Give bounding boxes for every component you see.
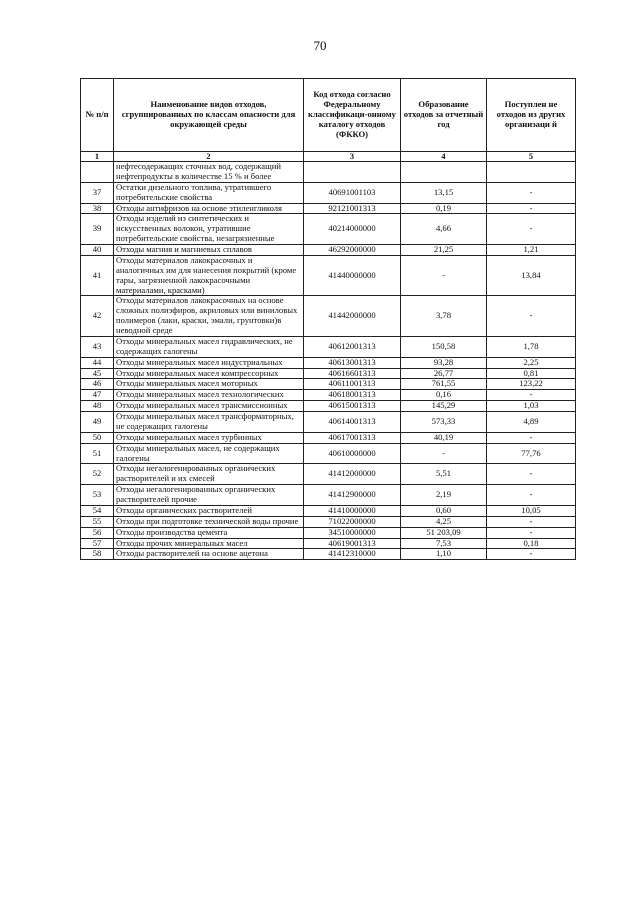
table-row [81, 357, 576, 368]
table-row [81, 412, 576, 433]
header-code: Код отхода согласно Федеральному классификаци-онному каталогу отходов (ФККО) [304, 79, 401, 152]
row-number: 37 [81, 182, 114, 203]
table-row [81, 401, 576, 412]
received-amount: 1,21 [487, 245, 576, 256]
waste-name: Отходы материалов лакокрасочных и аналогичных им для нанесения покрытий (кроме тары, загрязненной лакокрасочными материалами, красками) [114, 255, 304, 296]
row-number: 57 [81, 538, 114, 549]
generated-amount: 150,58 [401, 336, 487, 357]
row-number: 58 [81, 549, 114, 560]
generated-amount: 1,10 [401, 549, 487, 560]
fkko-code: 40214000000 [304, 214, 401, 245]
waste-name: Отходы минеральных масел трансформаторных, не содержащих галогены [114, 412, 304, 433]
table-row [81, 336, 576, 357]
fkko-code: 41440000000 [304, 255, 401, 296]
received-amount: 77,76 [487, 443, 576, 464]
generated-amount: 4,66 [401, 214, 487, 245]
waste-name: Отходы негалогенированных органических растворителей и их смесей [114, 464, 304, 485]
fkko-code: 40691001103 [304, 182, 401, 203]
row-number: 52 [81, 464, 114, 485]
header-name: Наименование видов отходов, сгруппированных по классам опасности для окружающей среды [114, 79, 304, 152]
generated-amount: 51 203,09 [401, 527, 487, 538]
table-row [81, 432, 576, 443]
fkko-code: 40617001313 [304, 432, 401, 443]
received-amount: 2,25 [487, 357, 576, 368]
generated-amount: 0,60 [401, 505, 487, 516]
waste-name: Остатки дизельного топлива, утратившего потребительские свойства [114, 182, 304, 203]
generated-amount [401, 162, 487, 183]
generated-amount: 13,15 [401, 182, 487, 203]
waste-name: Отходы органических растворителей [114, 505, 304, 516]
row-number: 39 [81, 214, 114, 245]
fkko-code: 41412900000 [304, 485, 401, 506]
table-row [81, 464, 576, 485]
fkko-code: 46292000000 [304, 245, 401, 256]
generated-amount: - [401, 443, 487, 464]
received-amount: - [487, 516, 576, 527]
table-row [81, 538, 576, 549]
received-amount: - [487, 214, 576, 245]
generated-amount: 93,28 [401, 357, 487, 368]
fkko-code: 40618001313 [304, 390, 401, 401]
row-number: 40 [81, 245, 114, 256]
fkko-code: 40612001313 [304, 336, 401, 357]
received-amount: - [487, 296, 576, 337]
generated-amount: 7,53 [401, 538, 487, 549]
row-number: 48 [81, 401, 114, 412]
fkko-code: 40615001313 [304, 401, 401, 412]
waste-name: Отходы минеральных масел трансмиссионных [114, 401, 304, 412]
generated-amount: 3,78 [401, 296, 487, 337]
generated-amount: 2,19 [401, 485, 487, 506]
received-amount [487, 162, 576, 183]
fkko-code: 34510000000 [304, 527, 401, 538]
generated-amount: 21,25 [401, 245, 487, 256]
waste-name: Отходы минеральных масел технологических [114, 390, 304, 401]
header-num: № п/п [81, 79, 114, 152]
fkko-code: 40611001313 [304, 379, 401, 390]
row-number: 49 [81, 412, 114, 433]
waste-name: Отходы производства цемента [114, 527, 304, 538]
received-amount: 0,81 [487, 368, 576, 379]
row-number: 44 [81, 357, 114, 368]
row-number: 55 [81, 516, 114, 527]
row-number: 50 [81, 432, 114, 443]
column-number-row [81, 152, 576, 162]
fkko-code: 40616601313 [304, 368, 401, 379]
received-amount: - [487, 203, 576, 214]
fkko-code: 71022000000 [304, 516, 401, 527]
waste-name: Отходы изделий из синтетических и искусственных волокон, утратившие потребительские свойства, незагрязненные [114, 214, 304, 245]
fkko-code: 41412310000 [304, 549, 401, 560]
row-number: 45 [81, 368, 114, 379]
table-body [81, 162, 576, 560]
column-number: 3 [304, 152, 401, 162]
table-row [81, 443, 576, 464]
table-row [81, 162, 576, 183]
waste-name: Отходы антифризов на основе этиленгликоля [114, 203, 304, 214]
received-amount: 1,78 [487, 336, 576, 357]
generated-amount: 40,19 [401, 432, 487, 443]
waste-name: Отходы минеральных масел компрессорных [114, 368, 304, 379]
column-number: 4 [401, 152, 487, 162]
fkko-code: 41412000000 [304, 464, 401, 485]
received-amount: - [487, 527, 576, 538]
table-row [81, 245, 576, 256]
waste-table [80, 78, 576, 560]
waste-name: Отходы прочих минеральных масел [114, 538, 304, 549]
waste-name: Отходы минеральных масел моторных [114, 379, 304, 390]
waste-name: Отходы материалов лакокрасочных на основе сложных полиэфиров, акриловых или виниловых полимеров (лаки, краски, эмали, грунтовки)в неводной среде [114, 296, 304, 337]
row-number: 54 [81, 505, 114, 516]
row-number: 53 [81, 485, 114, 506]
received-amount: - [487, 549, 576, 560]
generated-amount: - [401, 255, 487, 296]
fkko-code [304, 162, 401, 183]
table-row [81, 527, 576, 538]
fkko-code: 41410000000 [304, 505, 401, 516]
generated-amount: 0,16 [401, 390, 487, 401]
column-number: 5 [487, 152, 576, 162]
received-amount: - [487, 182, 576, 203]
received-amount: - [487, 464, 576, 485]
row-number: 56 [81, 527, 114, 538]
fkko-code: 40619001313 [304, 538, 401, 549]
received-amount: - [487, 390, 576, 401]
fkko-code: 41442000000 [304, 296, 401, 337]
waste-name: Отходы негалогенированных органических растворителей прочие [114, 485, 304, 506]
received-amount: - [487, 485, 576, 506]
received-amount: 123,22 [487, 379, 576, 390]
row-number: 43 [81, 336, 114, 357]
row-number [81, 162, 114, 183]
fkko-code: 40613001313 [304, 357, 401, 368]
row-number: 51 [81, 443, 114, 464]
waste-name: нефтесодержащих сточных вод, содержащий нефтепродукты в количестве 15 % и более [114, 162, 304, 183]
generated-amount: 573,33 [401, 412, 487, 433]
column-number: 1 [81, 152, 114, 162]
table-row [81, 255, 576, 296]
generated-amount: 26,77 [401, 368, 487, 379]
row-number: 41 [81, 255, 114, 296]
table-row [81, 516, 576, 527]
row-number: 42 [81, 296, 114, 337]
table-row [81, 485, 576, 506]
row-number: 46 [81, 379, 114, 390]
received-amount: 1,03 [487, 401, 576, 412]
row-number: 38 [81, 203, 114, 214]
header-generated: Образование отходов за отчетный год [401, 79, 487, 152]
waste-name: Отходы минеральных масел гидравлических, не содержащих галогены [114, 336, 304, 357]
waste-name: Отходы минеральных масел, не содержащих галогены [114, 443, 304, 464]
received-amount: 10,05 [487, 505, 576, 516]
waste-name: Отходы минеральных масел индустриальных [114, 357, 304, 368]
waste-name: Отходы минеральных масел турбинных [114, 432, 304, 443]
generated-amount: 145,29 [401, 401, 487, 412]
table-row [81, 296, 576, 337]
waste-name: Отходы растворителей на основе ацетона [114, 549, 304, 560]
generated-amount: 0,19 [401, 203, 487, 214]
table-header [81, 79, 576, 162]
header-row [81, 79, 576, 152]
generated-amount: 4,25 [401, 516, 487, 527]
column-number: 2 [114, 152, 304, 162]
received-amount: 4,89 [487, 412, 576, 433]
table-row [81, 390, 576, 401]
received-amount: 0,18 [487, 538, 576, 549]
fkko-code: 40614001313 [304, 412, 401, 433]
waste-name: Отходы магния и магниевых сплавов [114, 245, 304, 256]
page-number: 70 [313, 38, 327, 53]
table-row [81, 505, 576, 516]
table-row [81, 203, 576, 214]
table-row [81, 549, 576, 560]
fkko-code: 40610000000 [304, 443, 401, 464]
fkko-code: 92121001313 [304, 203, 401, 214]
table-row [81, 182, 576, 203]
header-received: Поступлен не отходов из других организаци й [487, 79, 576, 152]
row-number: 47 [81, 390, 114, 401]
generated-amount: 761,55 [401, 379, 487, 390]
waste-name: Отходы при подготовке технической воды прочие [114, 516, 304, 527]
received-amount: - [487, 432, 576, 443]
generated-amount: 5,51 [401, 464, 487, 485]
table-row [81, 214, 576, 245]
table-row [81, 368, 576, 379]
table-row [81, 379, 576, 390]
received-amount: 13,84 [487, 255, 576, 296]
